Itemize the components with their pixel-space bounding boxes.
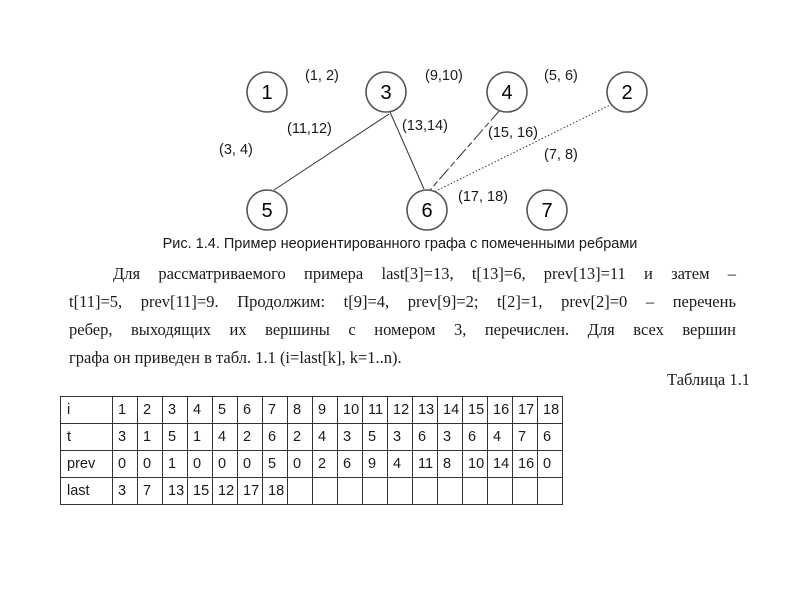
paragraph-line: ребер, выходящих их вершины с номером 3, перечислен. Для всех вершин [69,320,736,339]
table-cell: 8 [288,397,313,424]
paragraph-line: графа он приведен в табл. 1.1 (i=last[k], k=1..n). [69,348,402,367]
table-cell: 8 [438,451,463,478]
table-cell: 14 [438,397,463,424]
table-cell: 6 [238,397,263,424]
paragraph-line: Для рассматриваемого примера last[3]=13, t[13]=6, prev[13]=11 и затем – [113,264,736,283]
vertex-6 [407,190,447,230]
graph-figure [0,0,800,236]
table-cell: 15 [463,397,488,424]
table-cell: 1 [113,397,138,424]
table-row [61,397,563,424]
vertex-label: 4 [501,82,513,104]
table-cell: 9 [313,397,338,424]
table-cell: 10 [463,451,488,478]
table-cell: 17 [513,397,538,424]
table-cell: 0 [288,451,313,478]
edge-label-3-4: (3, 4) [219,142,253,158]
table-cell: 5 [263,451,288,478]
table-cell: 18 [263,478,288,505]
vertex-3 [366,72,406,112]
data-table [60,396,563,505]
table-row [61,424,563,451]
edge-label-7-8: (7, 8) [544,147,578,163]
edge-label-11-12: (11,12) [287,121,332,137]
table-cell: 6 [263,424,288,451]
table-cell: 2 [238,424,263,451]
table-cell: 1 [163,451,188,478]
table-cell: 15 [188,478,213,505]
table-cell: 0 [213,451,238,478]
edge-label-1-2: (1, 2) [305,68,339,84]
table-cell: 3 [338,424,363,451]
table-cell [463,478,488,505]
edge-label-5-6: (5, 6) [544,68,578,84]
table-cell [488,478,513,505]
table-cell: 6 [338,451,363,478]
table-cell: 4 [488,424,513,451]
table-cell: 13 [413,397,438,424]
vertex-5 [247,190,287,230]
vertex-4 [487,72,527,112]
vertex-label: 2 [621,82,633,104]
table-cell: 0 [238,451,263,478]
vertex-label: 3 [380,82,392,104]
table-cell [413,478,438,505]
table-cell: 1 [138,424,163,451]
table-cell: 4 [188,397,213,424]
table-cell: 18 [538,397,563,424]
edge-2-6 [434,104,612,192]
table-cell [288,478,313,505]
table-cell [538,478,563,505]
table-cell [363,478,388,505]
table-cell: 2 [313,451,338,478]
vertex-label: 6 [421,200,433,222]
table-cell: 3 [388,424,413,451]
table-cell: 7 [513,424,538,451]
edge-label-15-16: (15, 16) [488,125,538,141]
table-cell: 3 [113,478,138,505]
table-row [61,451,563,478]
table-cell [513,478,538,505]
table-cell: 12 [213,478,238,505]
table-cell: 12 [388,397,413,424]
body-paragraph [69,260,736,372]
table-cell: 16 [488,397,513,424]
table-cell: 0 [538,451,563,478]
table-cell: 6 [413,424,438,451]
table-cell: 0 [138,451,163,478]
vertex-1 [247,72,287,112]
table-cell: 17 [238,478,263,505]
edge-label-13-14: (13,14) [402,118,448,134]
table-cell: 6 [463,424,488,451]
table-cell: 5 [213,397,238,424]
vertex-7 [527,190,567,230]
table-cell: 4 [388,451,413,478]
table-cell: 2 [138,397,163,424]
table-cell: 0 [188,451,213,478]
table-cell: 6 [538,424,563,451]
table-row [61,478,563,505]
table-cell: 0 [113,451,138,478]
figure-caption: Рис. 1.4. Пример неориентированного графа с помеченными ребрами [162,236,638,252]
table-cell: 3 [163,397,188,424]
paragraph-line: t[11]=5, prev[11]=9. Продолжим: t[9]=4, prev[9]=2; t[2]=1, prev[2]=0 – перечень [69,292,736,311]
edge-label-17-18: (17, 18) [458,189,508,205]
table-cell: 4 [213,424,238,451]
table-cell: 7 [263,397,288,424]
table-cell [338,478,363,505]
row-header: t [61,424,113,451]
row-header: last [61,478,113,505]
vertex-label: 1 [261,82,273,104]
table-cell: 3 [113,424,138,451]
table-cell [388,478,413,505]
table-cell: 11 [363,397,388,424]
table-cell: 3 [438,424,463,451]
vertex-2 [607,72,647,112]
table-cell: 10 [338,397,363,424]
table-cell: 4 [313,424,338,451]
table-cell: 9 [363,451,388,478]
edge-label-9-10: (9,10) [425,68,463,84]
row-header: prev [61,451,113,478]
table-cell: 5 [363,424,388,451]
table-cell: 13 [163,478,188,505]
row-header: i [61,397,113,424]
table-cell: 16 [513,451,538,478]
table-cell: 7 [138,478,163,505]
vertex-label: 7 [541,200,553,222]
table-cell [438,478,463,505]
table-cell [313,478,338,505]
table-cell: 5 [163,424,188,451]
vertex-label: 5 [261,200,273,222]
table-title: Таблица 1.1 [667,370,750,389]
table-cell: 11 [413,451,438,478]
table-cell: 14 [488,451,513,478]
table-cell: 1 [188,424,213,451]
table-cell: 2 [288,424,313,451]
